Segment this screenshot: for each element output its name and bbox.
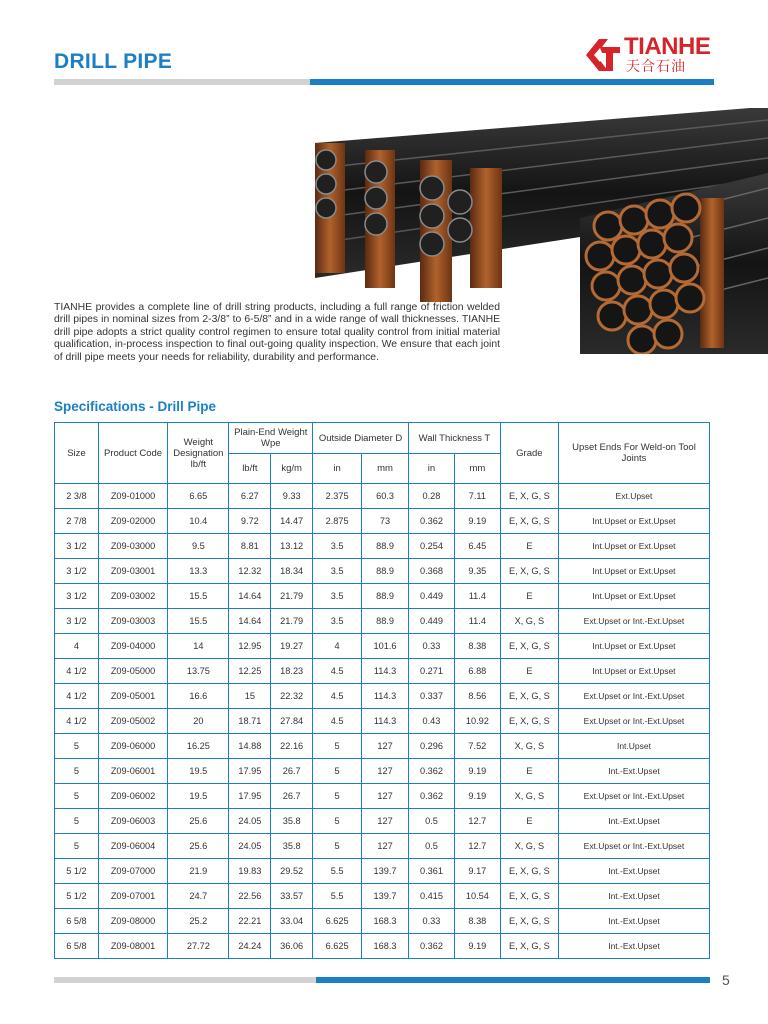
cell-weight-lbft: 18.71 bbox=[229, 709, 271, 734]
cell-upset-ends: Ext.Upset or Int.-Ext.Upset bbox=[558, 684, 709, 709]
cell-weight-designation: 25.2 bbox=[168, 909, 229, 934]
cell-weight-designation: 20 bbox=[168, 709, 229, 734]
cell-weight-designation: 27.72 bbox=[168, 934, 229, 959]
cell-od-mm: 127 bbox=[362, 809, 409, 834]
cell-weight-kgm: 35.8 bbox=[271, 834, 313, 859]
cell-upset-ends: Int.-Ext.Upset bbox=[558, 809, 709, 834]
header-wt-mm: mm bbox=[454, 454, 500, 484]
cell-od-in: 6.625 bbox=[313, 909, 362, 934]
table-row bbox=[55, 534, 710, 559]
cell-size: 3 1/2 bbox=[55, 534, 99, 559]
cell-grade: E, X, G, S bbox=[500, 634, 558, 659]
cell-od-in: 5 bbox=[313, 784, 362, 809]
cell-upset-ends: Int.-Ext.Upset bbox=[558, 859, 709, 884]
table-row bbox=[55, 909, 710, 934]
table-row bbox=[55, 859, 710, 884]
cell-weight-lbft: 14.64 bbox=[229, 609, 271, 634]
cell-weight-kgm: 18.34 bbox=[271, 559, 313, 584]
cell-wt-mm: 9.19 bbox=[454, 759, 500, 784]
page-number: 5 bbox=[722, 972, 730, 988]
header-product-code: Product Code bbox=[98, 423, 167, 484]
cell-od-in: 3.5 bbox=[313, 609, 362, 634]
cell-size: 5 bbox=[55, 759, 99, 784]
cell-od-in: 5.5 bbox=[313, 859, 362, 884]
table-row bbox=[55, 809, 710, 834]
cell-size: 5 bbox=[55, 784, 99, 809]
cell-upset-ends: Int.Upset or Ext.Upset bbox=[558, 634, 709, 659]
cell-wt-in: 0.254 bbox=[409, 534, 455, 559]
header-weight-designation: Weight Designation lb/ft bbox=[168, 423, 229, 484]
cell-product-code: Z09-04000 bbox=[98, 634, 167, 659]
cell-product-code: Z09-06001 bbox=[98, 759, 167, 784]
cell-od-mm: 168.3 bbox=[362, 934, 409, 959]
cell-grade: X, G, S bbox=[500, 784, 558, 809]
cell-grade: X, G, S bbox=[500, 834, 558, 859]
cell-od-in: 4.5 bbox=[313, 684, 362, 709]
cell-grade: E, X, G, S bbox=[500, 684, 558, 709]
cell-product-code: Z09-03003 bbox=[98, 609, 167, 634]
cell-weight-kgm: 36.06 bbox=[271, 934, 313, 959]
cell-product-code: Z09-01000 bbox=[98, 484, 167, 509]
cell-wt-in: 0.296 bbox=[409, 734, 455, 759]
cell-od-in: 4.5 bbox=[313, 659, 362, 684]
header-outside-diameter: Outside Diameter D bbox=[313, 423, 409, 454]
header-wt-in: in bbox=[409, 454, 455, 484]
cell-grade: E, X, G, S bbox=[500, 709, 558, 734]
cell-od-mm: 139.7 bbox=[362, 859, 409, 884]
cell-weight-designation: 15.5 bbox=[168, 584, 229, 609]
cell-weight-designation: 10.4 bbox=[168, 509, 229, 534]
cell-wt-in: 0.33 bbox=[409, 634, 455, 659]
cell-size: 4 1/2 bbox=[55, 684, 99, 709]
cell-product-code: Z09-08000 bbox=[98, 909, 167, 934]
cell-weight-designation: 19.5 bbox=[168, 784, 229, 809]
cell-weight-kgm: 26.7 bbox=[271, 759, 313, 784]
cell-od-mm: 139.7 bbox=[362, 884, 409, 909]
cell-product-code: Z09-05001 bbox=[98, 684, 167, 709]
cell-upset-ends: Int.Upset or Ext.Upset bbox=[558, 534, 709, 559]
cell-od-mm: 73 bbox=[362, 509, 409, 534]
table-row bbox=[55, 484, 710, 509]
cell-weight-lbft: 24.24 bbox=[229, 934, 271, 959]
table-row bbox=[55, 709, 710, 734]
table-row bbox=[55, 934, 710, 959]
cell-weight-lbft: 19.83 bbox=[229, 859, 271, 884]
cell-weight-designation: 13.3 bbox=[168, 559, 229, 584]
cell-od-in: 5 bbox=[313, 809, 362, 834]
cell-weight-designation: 19.5 bbox=[168, 759, 229, 784]
cell-wt-mm: 9.19 bbox=[454, 934, 500, 959]
cell-wt-mm: 8.56 bbox=[454, 684, 500, 709]
cell-upset-ends: Int.-Ext.Upset bbox=[558, 759, 709, 784]
cell-size: 4 1/2 bbox=[55, 659, 99, 684]
cell-grade: E, X, G, S bbox=[500, 909, 558, 934]
cell-wt-mm: 6.88 bbox=[454, 659, 500, 684]
cell-weight-lbft: 17.95 bbox=[229, 759, 271, 784]
cell-size: 5 bbox=[55, 834, 99, 859]
cell-weight-designation: 21.9 bbox=[168, 859, 229, 884]
cell-product-code: Z09-05002 bbox=[98, 709, 167, 734]
cell-upset-ends: Int.Upset or Ext.Upset bbox=[558, 584, 709, 609]
cell-weight-kgm: 21.79 bbox=[271, 584, 313, 609]
header-grade: Grade bbox=[500, 423, 558, 484]
cell-wt-in: 0.271 bbox=[409, 659, 455, 684]
cell-od-mm: 88.9 bbox=[362, 609, 409, 634]
cell-od-mm: 101.6 bbox=[362, 634, 409, 659]
cell-grade: E bbox=[500, 809, 558, 834]
cell-grade: E, X, G, S bbox=[500, 934, 558, 959]
logo-text: TIANHE bbox=[624, 33, 711, 60]
table-row bbox=[55, 734, 710, 759]
cell-size: 3 1/2 bbox=[55, 559, 99, 584]
cell-weight-lbft: 12.25 bbox=[229, 659, 271, 684]
cell-od-in: 2.875 bbox=[313, 509, 362, 534]
cell-product-code: Z09-05000 bbox=[98, 659, 167, 684]
cell-od-mm: 114.3 bbox=[362, 659, 409, 684]
cell-wt-in: 0.362 bbox=[409, 759, 455, 784]
table-row bbox=[55, 784, 710, 809]
cell-size: 5 bbox=[55, 734, 99, 759]
cell-product-code: Z09-08001 bbox=[98, 934, 167, 959]
cell-wt-mm: 9.19 bbox=[454, 509, 500, 534]
cell-grade: E bbox=[500, 759, 558, 784]
cell-wt-in: 0.449 bbox=[409, 584, 455, 609]
cell-wt-mm: 8.38 bbox=[454, 909, 500, 934]
cell-size: 2 3/8 bbox=[55, 484, 99, 509]
table-row bbox=[55, 509, 710, 534]
cell-upset-ends: Int.-Ext.Upset bbox=[558, 909, 709, 934]
tianhe-logo bbox=[586, 34, 716, 76]
cell-size: 5 1/2 bbox=[55, 859, 99, 884]
cell-od-mm: 114.3 bbox=[362, 684, 409, 709]
cell-wt-mm: 10.92 bbox=[454, 709, 500, 734]
cell-product-code: Z09-03001 bbox=[98, 559, 167, 584]
table-row bbox=[55, 684, 710, 709]
table-row bbox=[55, 759, 710, 784]
cell-grade: E, X, G, S bbox=[500, 484, 558, 509]
cell-weight-designation: 13.75 bbox=[168, 659, 229, 684]
cell-upset-ends: Int.Upset or Ext.Upset bbox=[558, 659, 709, 684]
cell-wt-in: 0.5 bbox=[409, 834, 455, 859]
header-plain-end-weight: Plain-End Weight Wpe bbox=[229, 423, 313, 454]
cell-grade: E, X, G, S bbox=[500, 859, 558, 884]
cell-grade: E bbox=[500, 584, 558, 609]
cell-product-code: Z09-06003 bbox=[98, 809, 167, 834]
cell-wt-in: 0.33 bbox=[409, 909, 455, 934]
cell-size: 2 7/8 bbox=[55, 509, 99, 534]
cell-od-mm: 127 bbox=[362, 734, 409, 759]
cell-grade: X, G, S bbox=[500, 734, 558, 759]
cell-size: 4 bbox=[55, 634, 99, 659]
cell-size: 6 5/8 bbox=[55, 909, 99, 934]
cell-grade: E, X, G, S bbox=[500, 559, 558, 584]
cell-weight-designation: 16.6 bbox=[168, 684, 229, 709]
cell-weight-lbft: 22.21 bbox=[229, 909, 271, 934]
cell-od-in: 4 bbox=[313, 634, 362, 659]
header-divider-blue bbox=[310, 79, 714, 85]
cell-wt-mm: 9.17 bbox=[454, 859, 500, 884]
cell-upset-ends: Ext.Upset or Int.-Ext.Upset bbox=[558, 834, 709, 859]
specifications-table-body bbox=[55, 484, 710, 959]
cell-wt-mm: 9.35 bbox=[454, 559, 500, 584]
cell-weight-lbft: 15 bbox=[229, 684, 271, 709]
cell-size: 6 5/8 bbox=[55, 934, 99, 959]
cell-grade: E bbox=[500, 659, 558, 684]
cell-weight-designation: 6.65 bbox=[168, 484, 229, 509]
cell-weight-designation: 24.7 bbox=[168, 884, 229, 909]
cell-wt-in: 0.449 bbox=[409, 609, 455, 634]
cell-od-mm: 88.9 bbox=[362, 534, 409, 559]
cell-weight-lbft: 12.95 bbox=[229, 634, 271, 659]
cell-wt-in: 0.362 bbox=[409, 784, 455, 809]
cell-od-mm: 127 bbox=[362, 784, 409, 809]
cell-weight-kgm: 29.52 bbox=[271, 859, 313, 884]
cell-od-in: 5 bbox=[313, 759, 362, 784]
cell-od-in: 6.625 bbox=[313, 934, 362, 959]
cell-wt-mm: 11.4 bbox=[454, 584, 500, 609]
cell-wt-mm: 12.7 bbox=[454, 809, 500, 834]
cell-product-code: Z09-07000 bbox=[98, 859, 167, 884]
cell-wt-mm: 6.45 bbox=[454, 534, 500, 559]
cell-size: 5 1/2 bbox=[55, 884, 99, 909]
header-od-in: in bbox=[313, 454, 362, 484]
cell-od-mm: 127 bbox=[362, 759, 409, 784]
cell-wt-in: 0.337 bbox=[409, 684, 455, 709]
cell-weight-kgm: 21.79 bbox=[271, 609, 313, 634]
cell-weight-kgm: 18.23 bbox=[271, 659, 313, 684]
cell-weight-designation: 14 bbox=[168, 634, 229, 659]
cell-weight-kgm: 27.84 bbox=[271, 709, 313, 734]
cell-od-in: 5.5 bbox=[313, 884, 362, 909]
cell-wt-in: 0.361 bbox=[409, 859, 455, 884]
cell-weight-kgm: 14.47 bbox=[271, 509, 313, 534]
cell-weight-designation: 25.6 bbox=[168, 834, 229, 859]
header-wall-thickness: Wall Thickness T bbox=[409, 423, 501, 454]
cell-wt-in: 0.362 bbox=[409, 509, 455, 534]
cell-grade: E, X, G, S bbox=[500, 884, 558, 909]
cell-weight-kgm: 13.12 bbox=[271, 534, 313, 559]
cell-wt-mm: 9.19 bbox=[454, 784, 500, 809]
cell-upset-ends: Ext.Upset bbox=[558, 484, 709, 509]
cell-od-in: 2.375 bbox=[313, 484, 362, 509]
specifications-title: Specifications - Drill Pipe bbox=[54, 399, 217, 414]
cell-upset-ends: Int.-Ext.Upset bbox=[558, 884, 709, 909]
cell-wt-in: 0.28 bbox=[409, 484, 455, 509]
cell-weight-lbft: 24.05 bbox=[229, 809, 271, 834]
cell-weight-lbft: 14.64 bbox=[229, 584, 271, 609]
cell-product-code: Z09-06000 bbox=[98, 734, 167, 759]
cell-product-code: Z09-07001 bbox=[98, 884, 167, 909]
cell-wt-in: 0.5 bbox=[409, 809, 455, 834]
cell-weight-kgm: 22.16 bbox=[271, 734, 313, 759]
cell-upset-ends: Int.Upset or Ext.Upset bbox=[558, 559, 709, 584]
cell-weight-designation: 25.6 bbox=[168, 809, 229, 834]
cell-wt-in: 0.362 bbox=[409, 934, 455, 959]
footer-divider-blue bbox=[316, 977, 710, 983]
cell-upset-ends: Ext.Upset or Int.-Ext.Upset bbox=[558, 609, 709, 634]
cell-product-code: Z09-06004 bbox=[98, 834, 167, 859]
cell-wt-mm: 8.38 bbox=[454, 634, 500, 659]
cell-size: 3 1/2 bbox=[55, 584, 99, 609]
tianhe-logo-mark-icon bbox=[586, 36, 620, 74]
cell-weight-lbft: 14.88 bbox=[229, 734, 271, 759]
table-row bbox=[55, 884, 710, 909]
cell-weight-designation: 16.25 bbox=[168, 734, 229, 759]
cell-wt-mm: 11.4 bbox=[454, 609, 500, 634]
cell-od-in: 3.5 bbox=[313, 584, 362, 609]
cell-product-code: Z09-02000 bbox=[98, 509, 167, 534]
cell-weight-lbft: 22.56 bbox=[229, 884, 271, 909]
cell-wt-mm: 12.7 bbox=[454, 834, 500, 859]
cell-weight-designation: 15.5 bbox=[168, 609, 229, 634]
cell-weight-designation: 9.5 bbox=[168, 534, 229, 559]
cell-upset-ends: Int.-Ext.Upset bbox=[558, 934, 709, 959]
cell-od-mm: 168.3 bbox=[362, 909, 409, 934]
cell-upset-ends: Int.Upset or Ext.Upset bbox=[558, 509, 709, 534]
cell-weight-kgm: 35.8 bbox=[271, 809, 313, 834]
cell-weight-kgm: 33.57 bbox=[271, 884, 313, 909]
table-row bbox=[55, 609, 710, 634]
cell-upset-ends: Ext.Upset or Int.-Ext.Upset bbox=[558, 784, 709, 809]
cell-weight-lbft: 8.81 bbox=[229, 534, 271, 559]
header-weight-kgm: kg/m bbox=[271, 454, 313, 484]
cell-product-code: Z09-06002 bbox=[98, 784, 167, 809]
cell-grade: E, X, G, S bbox=[500, 509, 558, 534]
cell-wt-mm: 7.11 bbox=[454, 484, 500, 509]
cell-od-in: 3.5 bbox=[313, 559, 362, 584]
cell-size: 3 1/2 bbox=[55, 609, 99, 634]
cell-wt-mm: 7.52 bbox=[454, 734, 500, 759]
cell-product-code: Z09-03000 bbox=[98, 534, 167, 559]
cell-weight-kgm: 19.27 bbox=[271, 634, 313, 659]
cell-od-mm: 60.3 bbox=[362, 484, 409, 509]
intro-paragraph: TIANHE provides a complete line of drill string products, including a full range of friction welded drill pipes in nominal sizes from 2-3/8” to 6-5/8” and in a wide range of wall thicknesses. TIANHE drill pipe adopts a strict quality control regimen to ensure total quality control from initial material qualification, in-process inspection to final out-going quality inspection. We ensure that each joint of drill pipe meets your needs for reliability, durability and performance. bbox=[54, 302, 500, 363]
header-size: Size bbox=[55, 423, 99, 484]
cell-od-in: 5 bbox=[313, 834, 362, 859]
cell-upset-ends: Ext.Upset or Int.-Ext.Upset bbox=[558, 709, 709, 734]
specifications-table bbox=[54, 422, 710, 959]
cell-weight-kgm: 9.33 bbox=[271, 484, 313, 509]
cell-od-in: 3.5 bbox=[313, 534, 362, 559]
cell-grade: E bbox=[500, 534, 558, 559]
cell-size: 5 bbox=[55, 809, 99, 834]
header-upset-ends: Upset Ends For Weld-on Tool Joints bbox=[558, 423, 709, 484]
cell-od-mm: 88.9 bbox=[362, 584, 409, 609]
cell-weight-lbft: 12.32 bbox=[229, 559, 271, 584]
table-row bbox=[55, 634, 710, 659]
page-title: DRILL PIPE bbox=[54, 50, 173, 73]
cell-wt-in: 0.368 bbox=[409, 559, 455, 584]
cell-od-in: 4.5 bbox=[313, 709, 362, 734]
header-weight-lbft: lb/ft bbox=[229, 454, 271, 484]
cell-grade: X, G, S bbox=[500, 609, 558, 634]
cell-wt-mm: 10.54 bbox=[454, 884, 500, 909]
table-row bbox=[55, 584, 710, 609]
cell-wt-in: 0.415 bbox=[409, 884, 455, 909]
table-row bbox=[55, 559, 710, 584]
header-od-mm: mm bbox=[362, 454, 409, 484]
table-row bbox=[55, 659, 710, 684]
cell-size: 4 1/2 bbox=[55, 709, 99, 734]
cell-od-in: 5 bbox=[313, 734, 362, 759]
cell-weight-kgm: 26.7 bbox=[271, 784, 313, 809]
cell-wt-in: 0.43 bbox=[409, 709, 455, 734]
cell-od-mm: 127 bbox=[362, 834, 409, 859]
cell-weight-kgm: 22.32 bbox=[271, 684, 313, 709]
cell-upset-ends: Int.Upset bbox=[558, 734, 709, 759]
cell-weight-kgm: 33.04 bbox=[271, 909, 313, 934]
table-row bbox=[55, 834, 710, 859]
cell-od-mm: 114.3 bbox=[362, 709, 409, 734]
cell-od-mm: 88.9 bbox=[362, 559, 409, 584]
cell-weight-lbft: 9.72 bbox=[229, 509, 271, 534]
cell-product-code: Z09-03002 bbox=[98, 584, 167, 609]
logo-subtext: 天合石油 bbox=[626, 58, 686, 74]
cell-weight-lbft: 6.27 bbox=[229, 484, 271, 509]
cell-weight-lbft: 24.05 bbox=[229, 834, 271, 859]
cell-weight-lbft: 17.95 bbox=[229, 784, 271, 809]
